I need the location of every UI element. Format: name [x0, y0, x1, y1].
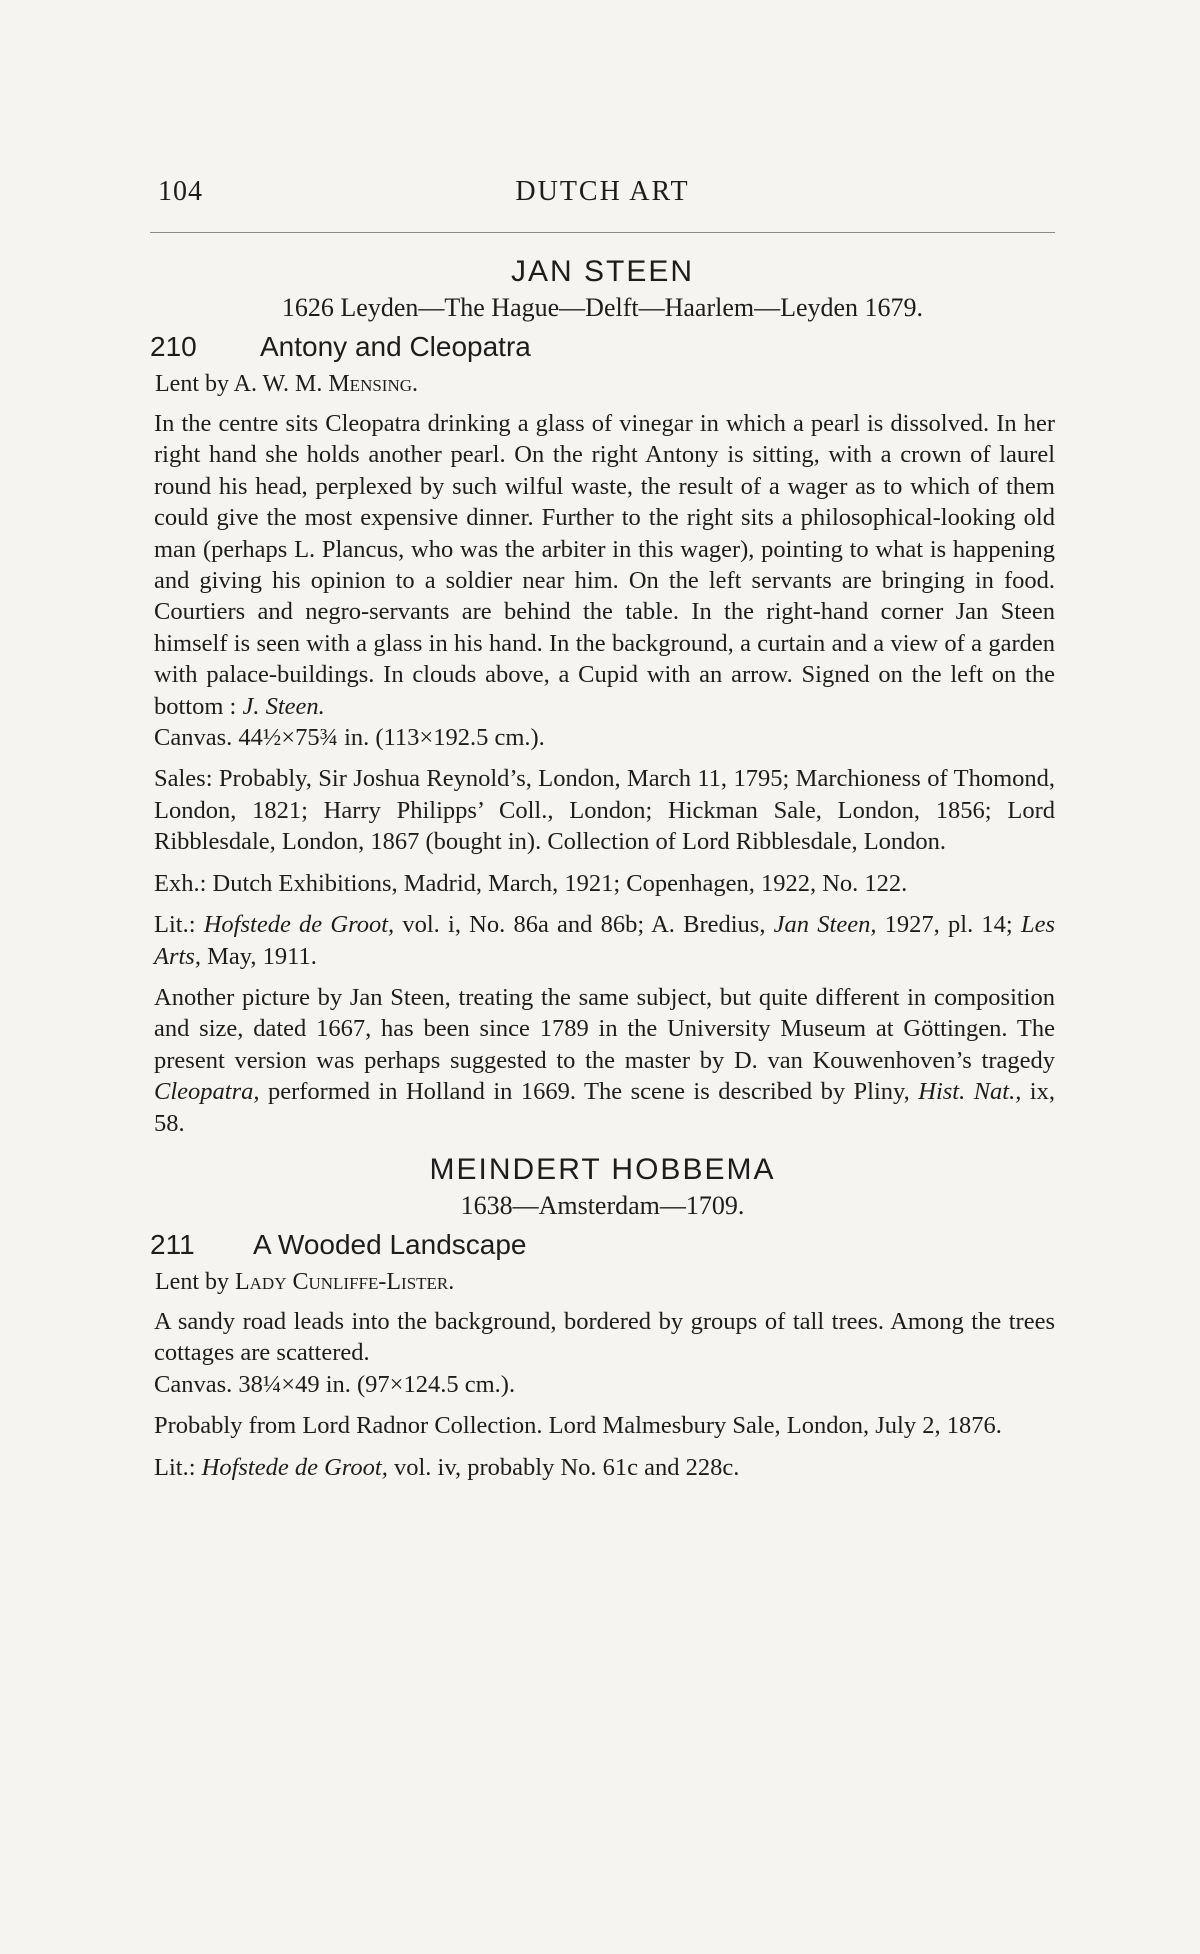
lit-journal: Les Arts, — [154, 911, 1055, 970]
canvas-210: Canvas. 44½×75¾ in. (113×192.5 cm.). — [154, 724, 545, 752]
lender-prefix: Lent by — [155, 1268, 235, 1295]
lender-line — [155, 371, 1055, 398]
entry-title: Antony and Cleopatra — [260, 331, 531, 362]
lender-line — [155, 1269, 1055, 1296]
running-head — [150, 170, 1055, 210]
lit-prefix: Lit.: — [154, 911, 204, 939]
entry-number: 211 — [150, 1228, 195, 1260]
note-text-1: Another picture by Jan Steen, treating the same subject, but quite different in composition and size, dated 1667, has been since 1789 in the University Museum at Göttingen. The present version was perhaps suggested to the master by D. van Kouwenhoven’s tragedy — [154, 983, 1055, 1074]
note-text-3: ix, 58. — [154, 1078, 1055, 1137]
note-play: Cleopatra, — [154, 1078, 260, 1106]
provenance-211: Probably from Lord Radnor Collection. Lord Malmesbury Sale, London, July 2, 1876. — [154, 1412, 1002, 1440]
entry-heading-210 — [150, 331, 1055, 363]
lit-prefix: Lit.: — [154, 1453, 202, 1481]
entry-number: 210 — [150, 331, 197, 362]
artist-heading-steen: JAN STEEN — [510, 255, 695, 288]
lit-end: vol. iv, probably No. 61c and 228c. — [387, 1453, 740, 1481]
note-210 — [154, 982, 1055, 1139]
artist-heading-hobbema: MEINDERT HOBBEMA — [429, 1152, 776, 1186]
lit-text-2: 1927, pl. 14; — [876, 911, 1021, 939]
signature: J. Steen. — [242, 692, 325, 720]
page-number: 104 — [158, 176, 203, 207]
literature-211 — [154, 1452, 1055, 1483]
sales-210: Sales: Probably, Sir Joshua Reynold’s, London, March 11, 1795; Marchioness of Thomond, London, 1821; Harry Philipps’ Coll., London; Hickman Sale, London, 1856; Lord Ribblesdale, London, 1867 (bought in). Collection of Lord Ribblesdale, London. — [154, 765, 1055, 856]
description-text: In the centre sits Cleopatra drinking a glass of vinegar in which a pearl is dissolved. In her right hand she holds another pearl. On the right Antony is sitting, with a crown of laurel round his head, perplexed by such wilful waste, the result of a wager as to which of them could give the most expensive dinner. Further to the right sits a philosophical-looking old man (perhaps L. Plancus, who was the arbiter in this wager), pointing to what is happening and giving his opinion to a soldier near him. On the left servants are bringing in food. Courtiers and negro-servants are behind the table. In the right-hand corner Jan Steen himself is seen with a glass in his hand. In the background, a curtain and a view of a garden with palace-buildings. In clouds above, a Cupid with an arrow. Signed on the left on the bottom : — [154, 410, 1055, 720]
header-rule — [150, 232, 1055, 233]
description-211: A sandy road leads into the background, bordered by groups of tall trees. Among the trees cottages are scattered. — [154, 1307, 1055, 1367]
catalogue-page — [150, 170, 1055, 1483]
running-title: DUTCH ART — [515, 176, 690, 207]
lender-name: Mensing. — [328, 371, 419, 397]
artist-dates-hobbema: 1638—Amsterdam—1709. — [460, 1190, 745, 1220]
lit-author: Hofstede de Groot, — [203, 911, 395, 939]
note-source: Hist. Nat., — [918, 1078, 1022, 1106]
artist-dates-steen: 1626 Leyden—The Hague—Delft—Haarlem—Leyden 1679. — [281, 293, 924, 322]
description-210 — [154, 408, 1055, 722]
lit-text: vol. i, No. 86a and 86b; A. Bredius, — [394, 911, 774, 939]
lit-author: Hofstede de Groot, — [201, 1453, 388, 1481]
lit-work: Jan Steen, — [773, 911, 877, 939]
literature-210 — [154, 909, 1055, 972]
lender-prefix: Lent by A. W. M. — [155, 371, 329, 397]
canvas-211: Canvas. 38¼×49 in. (97×124.5 cm.). — [154, 1370, 516, 1398]
lender-name: Lady Cunliffe-Lister. — [234, 1268, 455, 1295]
entry-heading-211 — [150, 1229, 1055, 1261]
entry-title: A Wooded Landscape — [253, 1228, 527, 1260]
lit-end: May, 1911. — [200, 942, 317, 970]
exhibitions-210: Exh.: Dutch Exhibitions, Madrid, March, 1921; Copenhagen, 1922, No. 122. — [154, 869, 908, 897]
note-text-2: performed in Holland in 1669. The scene is described by Pliny, — [259, 1078, 919, 1106]
